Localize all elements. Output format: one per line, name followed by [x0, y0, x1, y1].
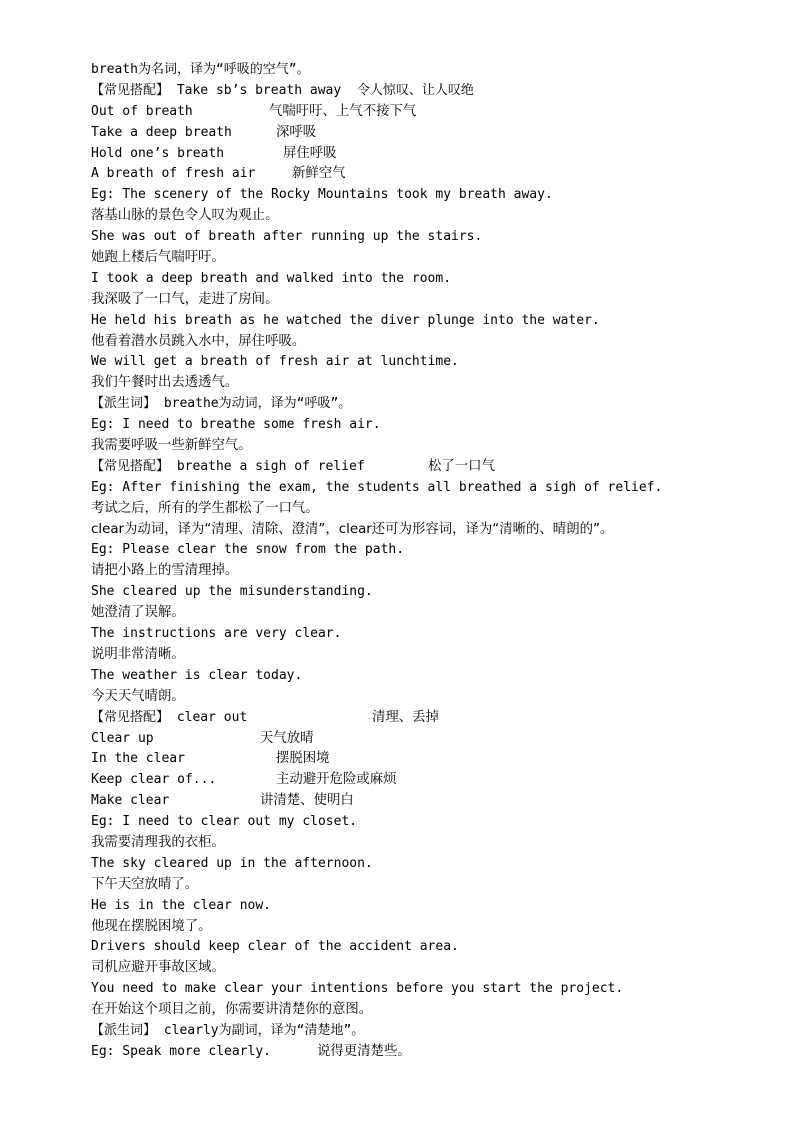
example-en: Eg: Please clear the snow from the path.	[91, 542, 405, 558]
example-zh: 请把小路上的雪清理掉。	[91, 563, 239, 579]
example-en: She cleared up the misunderstanding.	[91, 584, 373, 600]
example-en: The sky cleared up in the afternoon.	[91, 855, 373, 871]
example-zh: 我们午餐时出去透透气。	[91, 375, 239, 391]
collocation-meaning: 新鲜空气	[292, 166, 346, 182]
collocation-line-3: Hold one’s breath 屏住呼吸	[91, 144, 754, 165]
collocation-line-2: Take a deep breath 深呼吸	[91, 123, 754, 144]
collocation-line-6: 【常见搭配】 clear out 清理、丢掉	[91, 708, 754, 729]
derivative-line: 【派生词】 clearly为副词，译为“清楚地”。	[91, 1022, 365, 1038]
collocation-meaning: 主动避开危险或麻烦	[276, 772, 397, 788]
example-en: He is in the clear now.	[91, 897, 272, 913]
example-zh: 考试之后，所有的学生都松了一口气。	[91, 500, 319, 516]
example-zh: 今天天气晴朗。	[91, 688, 185, 704]
example-en: The instructions are very clear.	[91, 626, 342, 642]
example-en: He held his breath as he watched the diver plunge into the water.	[91, 312, 600, 328]
example-zh-inline: 说得更清楚些。	[317, 1043, 411, 1059]
example-en: Eg: I need to breathe some fresh air.	[91, 417, 381, 433]
example-en: Eg: The scenery of the Rocky Mountains took my breath away.	[91, 187, 553, 203]
collocation-line-1: Out of breath 气喘吁吁、上气不接下气	[91, 102, 754, 123]
collocation-meaning: 摆脱困境	[276, 751, 330, 767]
example-zh: 她跑上楼后气喘吁吁。	[91, 250, 225, 266]
derivative-line: 【派生词】 breathe为动词，译为“呼吸”。	[91, 396, 352, 412]
example-zh: 下午天空放晴了。	[91, 876, 199, 892]
example-zh: 她澄清了误解。	[91, 605, 185, 621]
example-en: I took a deep breath and walked into the room.	[91, 270, 452, 286]
example-en: You need to make clear your intentions before you start the project.	[91, 981, 624, 997]
collocation-line-8: In the clear 摆脱困境	[91, 749, 754, 770]
collocation-meaning: 屏住呼吸	[283, 145, 337, 161]
example-zh: 落基山脉的景色令人叹为观止。	[91, 208, 279, 224]
document-body	[91, 60, 754, 1063]
example-zh: 我深吸了一口气，走进了房间。	[91, 291, 279, 307]
example-zh: 说明非常清晰。	[91, 646, 185, 662]
collocation-meaning: 讲清楚、使明白	[260, 793, 354, 809]
example-zh: 在开始这个项目之前，你需要讲清楚你的意图。	[91, 1002, 373, 1018]
example-en: Drivers should keep clear of the accident area.	[91, 939, 459, 955]
collocation-line-9: Keep clear of... 主动避开危险或麻烦	[91, 770, 754, 791]
example-zh: 他看着潜水员跳入水中，屏住呼吸。	[91, 333, 306, 349]
collocation-meaning: 深呼吸	[276, 124, 317, 140]
example-en: We will get a breath of fresh air at lunchtime.	[91, 354, 459, 370]
example-zh: 司机应避开事故区域。	[91, 960, 225, 976]
definition-line: clear为动词，译为“清理、清除、澄清”，clear还可为形容词，译为“清晰的、晴朗的”。	[91, 521, 614, 537]
collocation-meaning: 天气放晴	[260, 730, 314, 746]
example-zh: 他现在摆脱困境了。	[91, 918, 212, 934]
example-zh: 我需要清理我的衣柜。	[91, 834, 225, 850]
collocation-meaning: 清理、丢掉	[372, 709, 439, 725]
example-en: Eg: I need to clear out my closet.	[91, 814, 358, 830]
collocation-line-7: Clear up 天气放晴	[91, 729, 754, 750]
example-en: Eg: After finishing the exam, the students all breathed a sigh of relief.	[91, 479, 663, 495]
collocation-line-4: A breath of fresh air 新鲜空气	[91, 164, 754, 185]
example-en: The weather is clear today.	[91, 667, 303, 683]
collocation-line-10: Make clear 讲清楚、使明白	[91, 791, 754, 812]
collocation-meaning: 松了一口气	[428, 458, 495, 474]
example-en: She was out of breath after running up the stairs.	[91, 229, 483, 245]
collocation-meaning: 气喘吁吁、上气不接下气	[269, 103, 417, 119]
example-en: Eg: Speak more clearly. 说得更清楚些。	[91, 1042, 754, 1063]
example-zh: 我需要呼吸一些新鲜空气。	[91, 438, 252, 454]
text-line-1: breath为名词，译为“呼吸的空气”。	[91, 62, 310, 77]
text-line-2: 【常见搭配】 Take sb’s breath away 令人惊叹、让人叹绝	[91, 82, 474, 98]
collocation-line-5: 【常见搭配】 breathe a sigh of relief 松了一口气	[91, 457, 754, 478]
